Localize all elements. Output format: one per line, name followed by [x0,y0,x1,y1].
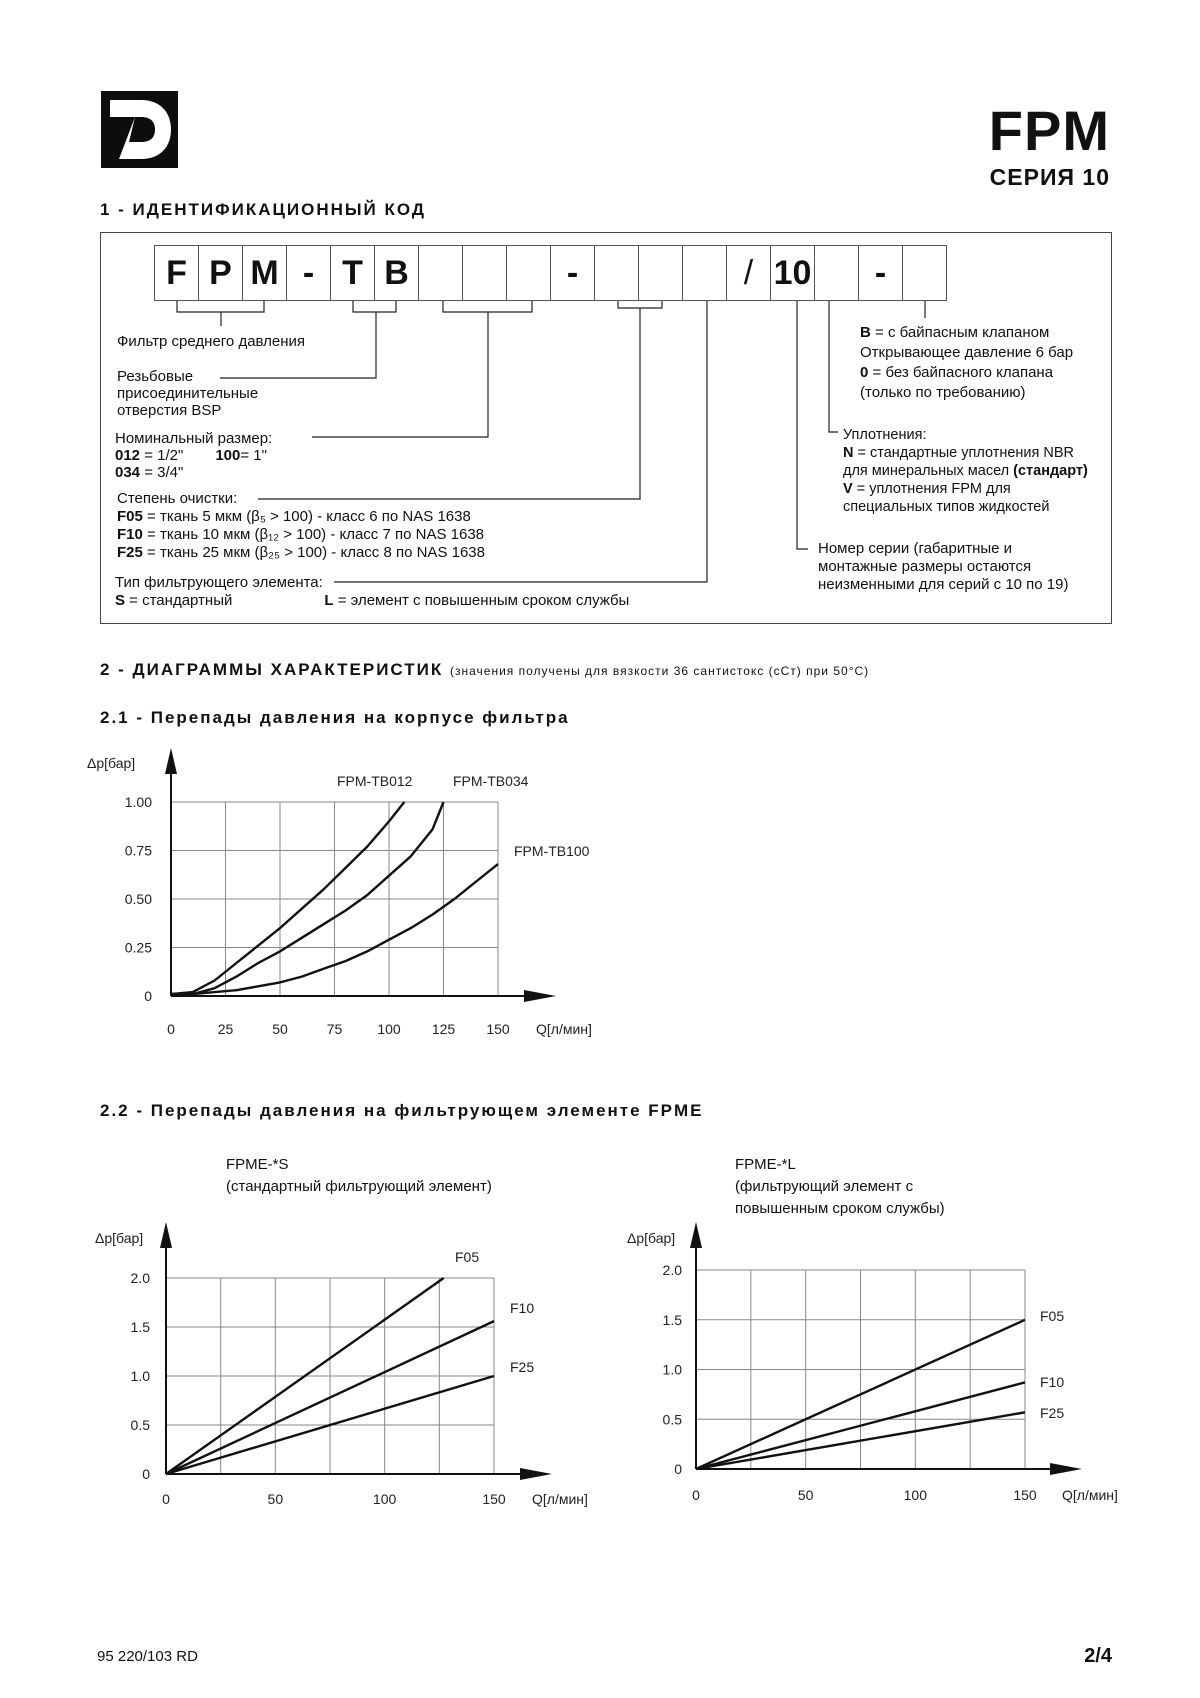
document-code: 95 220/103 RD [97,1648,198,1665]
section-2-1-heading: 2.1 - Перепады давления на корпусе фильтра [100,708,570,727]
y-tick-label: 1.0 [662,1361,682,1378]
seals-v-code: V [843,481,853,497]
chart2-title-1: FPME-*S [226,1156,289,1173]
section-1-heading: 1 - ИДЕНТИФИКАЦИОННЫЙ КОД [100,200,426,219]
s-code: S [115,592,126,609]
x-axis-label: Q[л/мин] [1062,1487,1118,1503]
size-title: Номинальный размер: [115,430,273,447]
x-tick-label: 100 [372,1491,397,1507]
series-label: F25 [1040,1405,1065,1421]
x-axis-label: Q[л/мин] [536,1021,592,1037]
y-tick-label: 0.5 [662,1411,682,1428]
product-title: FPM [988,99,1110,162]
bypass-req: (только по требованию) [860,384,1026,401]
seals-v-val: = уплотнения FPM для [852,481,1011,497]
y-tick-label: 2.0 [130,1270,150,1286]
series-line-fpm-tb034 [171,802,444,994]
ports-line-3: отверстия BSP [117,402,222,419]
y-tick-label: 1.00 [124,794,152,810]
y-tick-label: 0 [674,1461,682,1477]
f25-code: F25 [117,544,143,561]
size-012-code: 012 [115,447,141,464]
x-tick-label: 50 [267,1491,284,1507]
section-2-note: (значения получены для вязкости 36 сантистокс (сСт) при 50°С) [450,664,870,678]
seals-n-2: для минеральных масел [843,463,1014,479]
element-title: Тип фильтрующего элемента: [115,574,323,591]
f05-code: F05 [117,508,143,525]
ports-line-2: присоединительные [117,385,259,402]
x-tick-label: 75 [326,1021,343,1037]
series-label: FPM-TB012 [337,773,413,789]
x-axis-label: Q[л/мин] [532,1491,588,1507]
code-cell: P [198,245,243,301]
series-line-2: монтажные размеры остаются [818,558,1032,575]
x-tick-label: 100 [377,1021,401,1037]
code-cell: / [726,245,771,301]
x-tick-label: 0 [162,1491,170,1507]
product-series: СЕРИЯ 10 [989,164,1110,190]
chart3-title-3: повышенным сроком службы) [735,1200,945,1217]
series-label: F10 [1040,1374,1065,1390]
x-tick-label: 50 [272,1021,288,1037]
code-cell: M [242,245,287,301]
x-tick-label: 150 [1013,1487,1037,1503]
chart2-title-2: (стандартный фильтрующий элемент) [226,1178,492,1195]
bypass-b-code: B [860,324,871,341]
size-034-val: = 3/4" [140,464,184,481]
y-axis-label: Δp[бар] [627,1230,676,1246]
seals-title: Уплотнения: [843,427,927,443]
y-axis-label: Δp[бар] [95,1230,144,1246]
y-axis-label: Δp[бар] [87,755,136,771]
f10-code: F10 [117,526,143,543]
code-cell: 10 [770,245,815,301]
section-2-title: 2 - ДИАГРАММЫ ХАРАКТЕРИСТИК [100,660,444,679]
series-label: FPM-TB034 [453,773,529,789]
f25-val: = ткань 25 мкм (β₂₅ > 100) - класс 8 по NAS 1638 [142,544,485,561]
f05-val: = ткань 5 мкм (β₅ > 100) - класс 6 по NAS 1638 [142,508,471,525]
y-tick-label: 2.0 [662,1262,682,1278]
code-cell: - [286,245,331,301]
x-tick-label: 100 [903,1487,928,1503]
bypass-0-code: 0 [860,364,869,381]
y-tick-label: 1.5 [130,1319,150,1335]
y-tick-label: 1.5 [662,1311,682,1328]
y-tick-label: 0.75 [124,842,152,859]
y-tick-label: 0 [144,988,152,1004]
series-label: FPM-TB100 [514,843,590,859]
code-cell: - [858,245,903,301]
bypass-0-val: = без байпасного клапана [868,364,1054,381]
l-val: = элемент с повышенным сроком службы [333,592,630,609]
y-axis-arrow-icon [165,748,177,774]
filtration-title: Степень очистки: [117,490,238,507]
f10-val: = ткань 10 мкм (β₁₂ > 100) - класс 7 по NAS 1638 [142,526,484,543]
x-axis-arrow-icon [1050,1463,1082,1475]
series-line-fpm-tb012 [171,802,404,994]
y-axis-arrow-icon [160,1222,172,1248]
x-tick-label: 125 [431,1021,456,1037]
code-cell: B [374,245,419,301]
chart3-title-1: FPME-*L [735,1156,796,1173]
size-100-code: 100 [215,447,241,464]
y-axis-arrow-icon [690,1222,702,1248]
seals-n-std: (стандарт) [1013,463,1088,479]
size-012-val: = 1/2" [140,447,184,464]
x-axis-arrow-icon [524,990,556,1002]
series-label: F25 [510,1359,535,1375]
x-tick-label: 0 [692,1487,700,1503]
chart3-title-2: (фильтрующий элемент с [735,1178,914,1195]
y-tick-label: 0 [142,1466,150,1482]
x-axis-arrow-icon [520,1468,552,1480]
series-label: F05 [455,1249,480,1265]
label-filter-type: Фильтр среднего давления [117,333,306,350]
section-2-2-heading: 2.2 - Перепады давления на фильтрующем элементе FPME [100,1101,704,1120]
series-label: F10 [510,1300,535,1316]
seals-n-code: N [843,445,854,461]
code-cell: F [154,245,199,301]
seals-n-val: = стандартные уплотнения NBR [853,445,1075,461]
series-line-1: Номер серии (габаритные и [818,540,1013,557]
bypass-open: Открывающее давление 6 бар [860,344,1074,361]
code-cell: - [550,245,595,301]
y-tick-label: 0.25 [124,939,152,956]
s-val: = стандартный [125,592,233,609]
x-tick-label: 50 [797,1487,814,1503]
x-tick-label: 150 [486,1021,510,1037]
series-label: F05 [1040,1308,1065,1324]
y-tick-label: 0.5 [130,1417,150,1433]
x-tick-label: 0 [167,1021,175,1037]
x-tick-label: 25 [217,1021,234,1037]
y-tick-label: 0.50 [124,891,152,907]
series-line-3: неизменными для серий с 10 по 19) [818,576,1069,593]
size-034-code: 034 [115,464,141,481]
seals-v-2: специальных типов жидкостей [843,499,1050,515]
bypass-b-val: = с байпасным клапаном [870,324,1050,341]
y-tick-label: 1.0 [130,1368,150,1384]
l-code: L [324,592,334,609]
code-cell: T [330,245,375,301]
ports-line-1: Резьбовые [117,368,194,385]
size-100-val: = 1" [240,447,267,464]
x-tick-label: 150 [482,1491,506,1507]
page-number: 2/4 [1084,1645,1112,1667]
